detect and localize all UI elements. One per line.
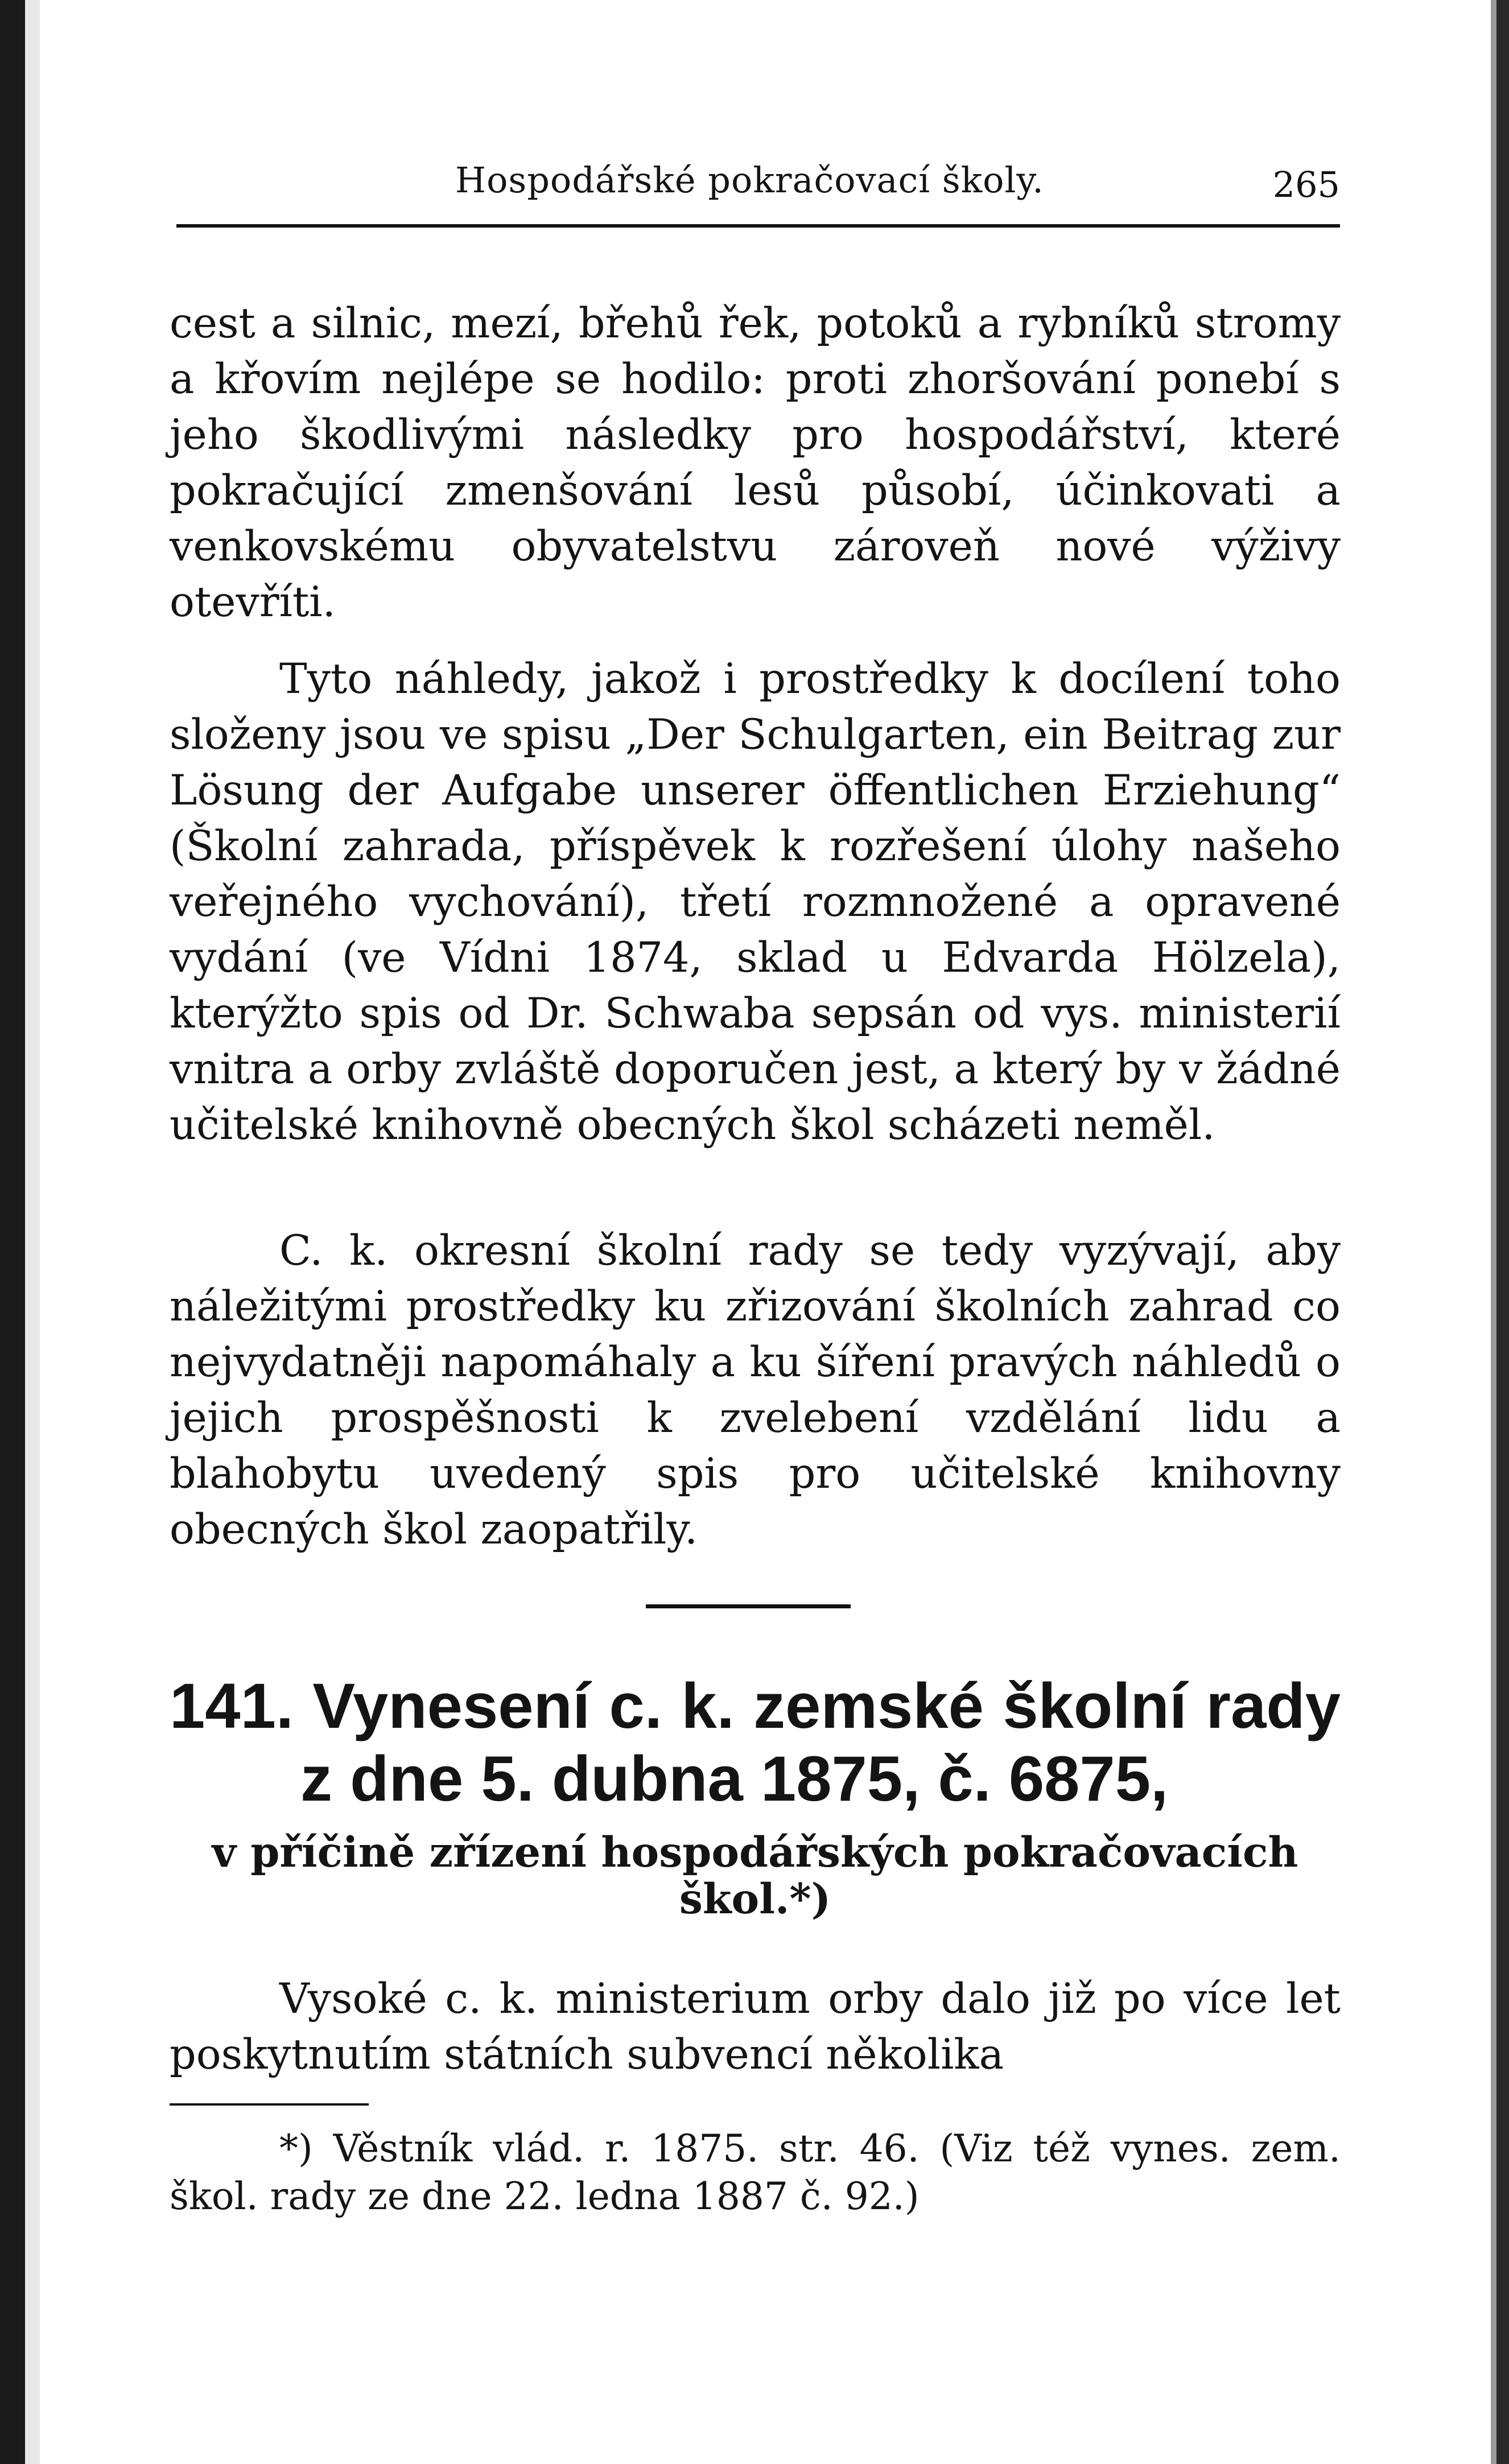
section-heading-line2: z dne 5. dubna 1875, č. 6875, — [300, 1743, 1169, 1814]
footnote: *) Věstník vlád. r. 1875. str. 46. (Viz též vynes. zem. škol. rady ze dne 22. ledna 1887 č. 92.) — [170, 2127, 1341, 2218]
paragraph-schulgarten: Tyto náhledy, jakož i prostředky k docílení toho složeny jsou ve spisu „Der Schulgarten, ein Beitrag zur Lösung der Aufgabe unserer öffentlichen Erziehung“ (Školní zahrada, příspěvek k rozřešení úlohy našeho veřejného vychování), třetí rozmnožené a opravené vydání (ve Vídni 1874, sklad u Edvarda Hölzela), kterýžto spis od Dr. Schwaba sepsán od vys. ministerií vnitra a orby zvláště doporučen jest, a který by v žádné učitelské knihovně obecných škol scházeti neměl. — [170, 655, 1341, 1149]
paragraph-continued: cest a silnic, mezí, břehů řek, potoků a rybníků stromy a křovím nejlépe se hodilo: proti zhoršování ponebí s jeho škodlivými následky pro hospodářství, které pokračující zmenšování lesů působí, účinkovati a venkovskému obyvatelstvu zároveň nové výživy otevříti. — [170, 299, 1341, 626]
section-intro-paragraph: Vysoké c. k. ministerium orby dalo již po více let poskytnutím státních subvencí několika — [170, 1975, 1341, 2079]
scan-border-left-shadow — [25, 0, 40, 2464]
footnote-rule — [170, 2103, 369, 2106]
section-divider — [646, 1604, 851, 1608]
running-title: Hospodářské pokračovací školy. — [455, 159, 1044, 201]
scan-border-left — [0, 0, 25, 2464]
header-rule — [176, 224, 1340, 228]
paragraph-district-councils: C. k. okresní školní rady se tedy vyzývají, aby náležitými prostředky ku zřizování školních zahrad co nejvydatněji napomáhaly a ku šíření pravých náhledů o jejich prospěšnosti k zvelebení vzdělání lidu a blahobytu uvedený spis pro učitelské knihovny obecných škol zaopatřily. — [170, 1227, 1341, 1554]
page-header — [455, 159, 1340, 216]
scan-border-right — [1496, 0, 1509, 2464]
section-heading-line1: 141. Vynesení c. k. zemské školní rady — [170, 1670, 1341, 1741]
scan-border-right-shadow — [1491, 0, 1496, 2464]
section-subheading: v příčině zřízení hospodářských pokračovacích škol.*) — [212, 1828, 1298, 1924]
page-number: 265 — [1272, 164, 1340, 205]
section-heading — [170, 1670, 1341, 1815]
